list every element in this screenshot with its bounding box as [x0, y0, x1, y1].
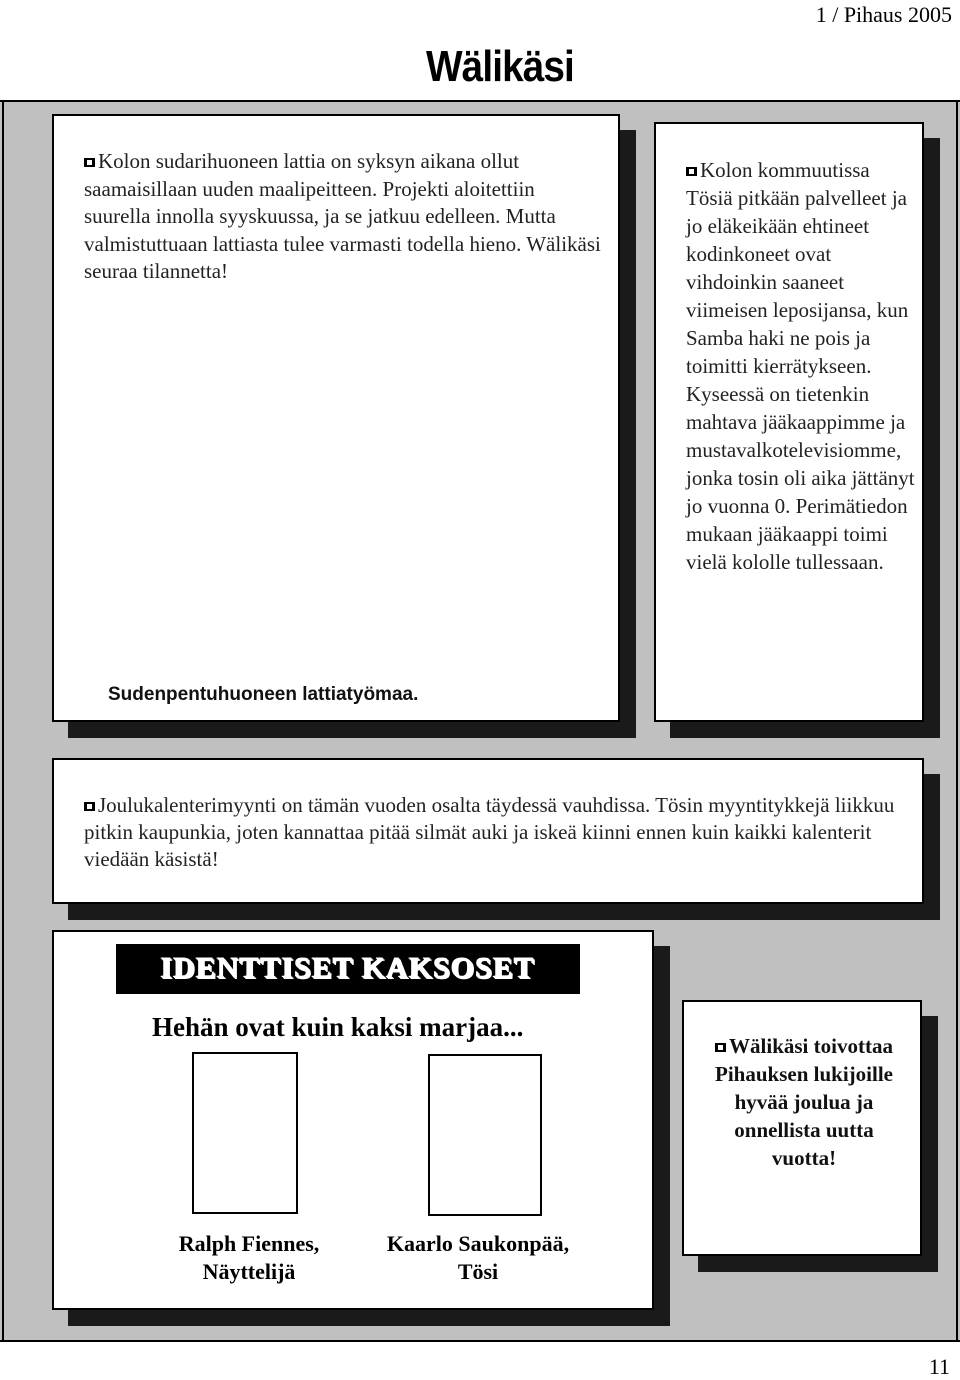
twins-box: [52, 930, 654, 1310]
article-floor-box: [52, 114, 620, 722]
greeting-text: [704, 1032, 904, 1172]
person2-caption: Kaarlo Saukonpää, Tösi: [386, 1231, 570, 1284]
twins-banner: IDENTTISET KAKSOSET: [116, 944, 580, 994]
article-floor-text: [84, 148, 604, 286]
article-calendar-text: [84, 792, 904, 873]
bullet-icon: [84, 802, 95, 811]
twins-subtitle: Hehän ovat kuin kaksi marjaa...: [152, 1012, 524, 1042]
article-appliances-box: [654, 122, 924, 722]
article-calendar-box: [52, 758, 924, 904]
bullet-icon: [686, 167, 697, 176]
article-floor-body: Kolon sudarihuoneen lattia on syksyn aikana ollut saamaisillaan uuden maalipeitteen. Projekti aloitettiin suurella innolla syyskuussa, ja se jatkuu edelleen. Mutta valmistuttuaan lattiasta tulee varmasti todella hieno. Wälikäsi seuraa tilannetta!: [84, 149, 601, 283]
bullet-icon: [84, 158, 95, 167]
greeting-box: [682, 1000, 922, 1256]
article-appliances-body: Kolon kommuutissa Tösiä pitkään palvelleet ja jo eläkeikään ehtineet kodinkoneet ovat vihdoinkin saaneet viimeisen leposijansa, kun Samba haki ne pois ja toimitti kierrätykseen. Kyseessä on tietenkin mahtava jääkaappimme ja mustavalkotelevisiomme, jonka tosin oli aika jättänyt jo vuonna 0. Perimätiedon mukaan jääkaappi toimi vielä kololle tullessaan.: [686, 158, 915, 574]
page-number: 11: [928, 1354, 950, 1379]
person1-caption: Ralph Fiennes, Näyttelijä: [178, 1231, 320, 1284]
article-appliances-text: [686, 156, 918, 576]
issue-label: 1 / Pihaus 2005: [815, 2, 952, 27]
article-calendar-body: Joulukalenterimyynti on tämän vuoden osalta täydessä vauhdissa. Tösin myyntitykkejä liikkuu pitkin kaupunkia, joten kannattaa pitää silmät auki ja iskeä kiinni ennen kuin kaikki kalenterit viedään käsistä!: [84, 793, 895, 871]
greeting-body: Wälikäsi toivottaa Pihauksen lukijoille hyvää joulua ja onnellista uutta vuotta!: [715, 1034, 893, 1170]
photo-caption: Sudenpentuhuoneen lattiatyömaa.: [108, 684, 419, 705]
photo-placeholder-2: [428, 1054, 542, 1216]
bullet-icon: [715, 1043, 726, 1052]
page-title: Wälikäsi: [426, 42, 574, 91]
photo-placeholder-1: [192, 1052, 298, 1214]
